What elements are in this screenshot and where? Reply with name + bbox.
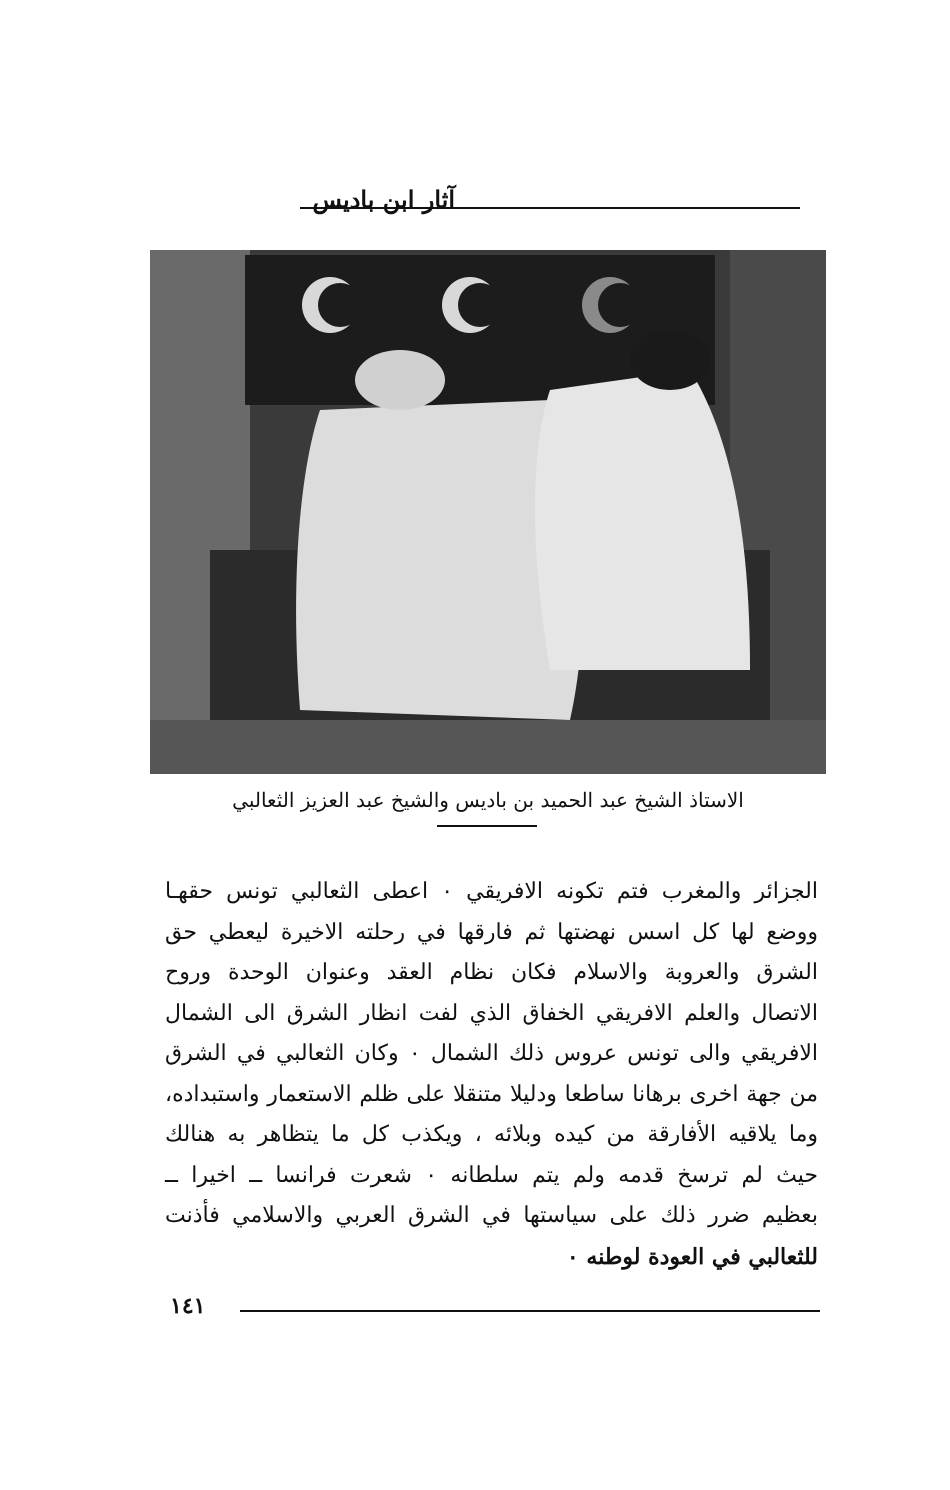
text-line: الافريقي والى تونس عروس ذلك الشمال ٠ وكان الثعالبي في الشرق (165, 1041, 818, 1066)
photograph (150, 250, 826, 774)
footer-rule (240, 1310, 820, 1312)
header-rule (300, 207, 800, 209)
body-paragraph (165, 872, 818, 1277)
text-line: للثعالبي في العودة لوطنه ٠ (566, 1243, 818, 1270)
text-line: من جهة اخرى برهانا ساطعا ودليلا متنقلا على ظلم الاستعمار واستبداده، (165, 1081, 818, 1107)
caption-rule (437, 825, 537, 827)
text-line: وما يلاقيه الأفارقة من كيده وبلائه ، ويكذب كل ما يتظاهر به هنالك (165, 1122, 818, 1147)
page-number: ١٤١ (170, 1293, 206, 1319)
text-line: ووضع لها كل اسس نهضتها ثم فارقها في رحلته الاخيرة ليعطي حق (165, 919, 818, 945)
text-line: الاتصال والعلم الافريقي الخفاق الذي لفت انظار الشرق الى الشمال (165, 1000, 818, 1026)
photo-caption: الاستاذ الشيخ عبد الحميد بن باديس والشيخ عبد العزيز الثعالبي (232, 788, 744, 812)
text-line: الشرق والعروبة والاسلام فكان نظام العقد وعنوان الوحدة وروح (165, 960, 818, 985)
text-line: الجزائر والمغرب فتم تكونه الافريقي ٠ اعطى الثعالبي تونس حقهـا (165, 879, 818, 904)
photo-illustration (150, 250, 826, 774)
page-header (160, 185, 800, 225)
page-footer (170, 1293, 820, 1327)
running-title: آثار ابن باديس (312, 185, 455, 214)
text-line: بعظيم ضرر ذلك على سياستها في الشرق العربي والاسلامي فأذنت (165, 1203, 818, 1228)
text-line: حيث لم ترسخ قدمه ولم يتم سلطانه ٠ شعرت فرانسا ــ اخيرا ــ (165, 1162, 819, 1188)
